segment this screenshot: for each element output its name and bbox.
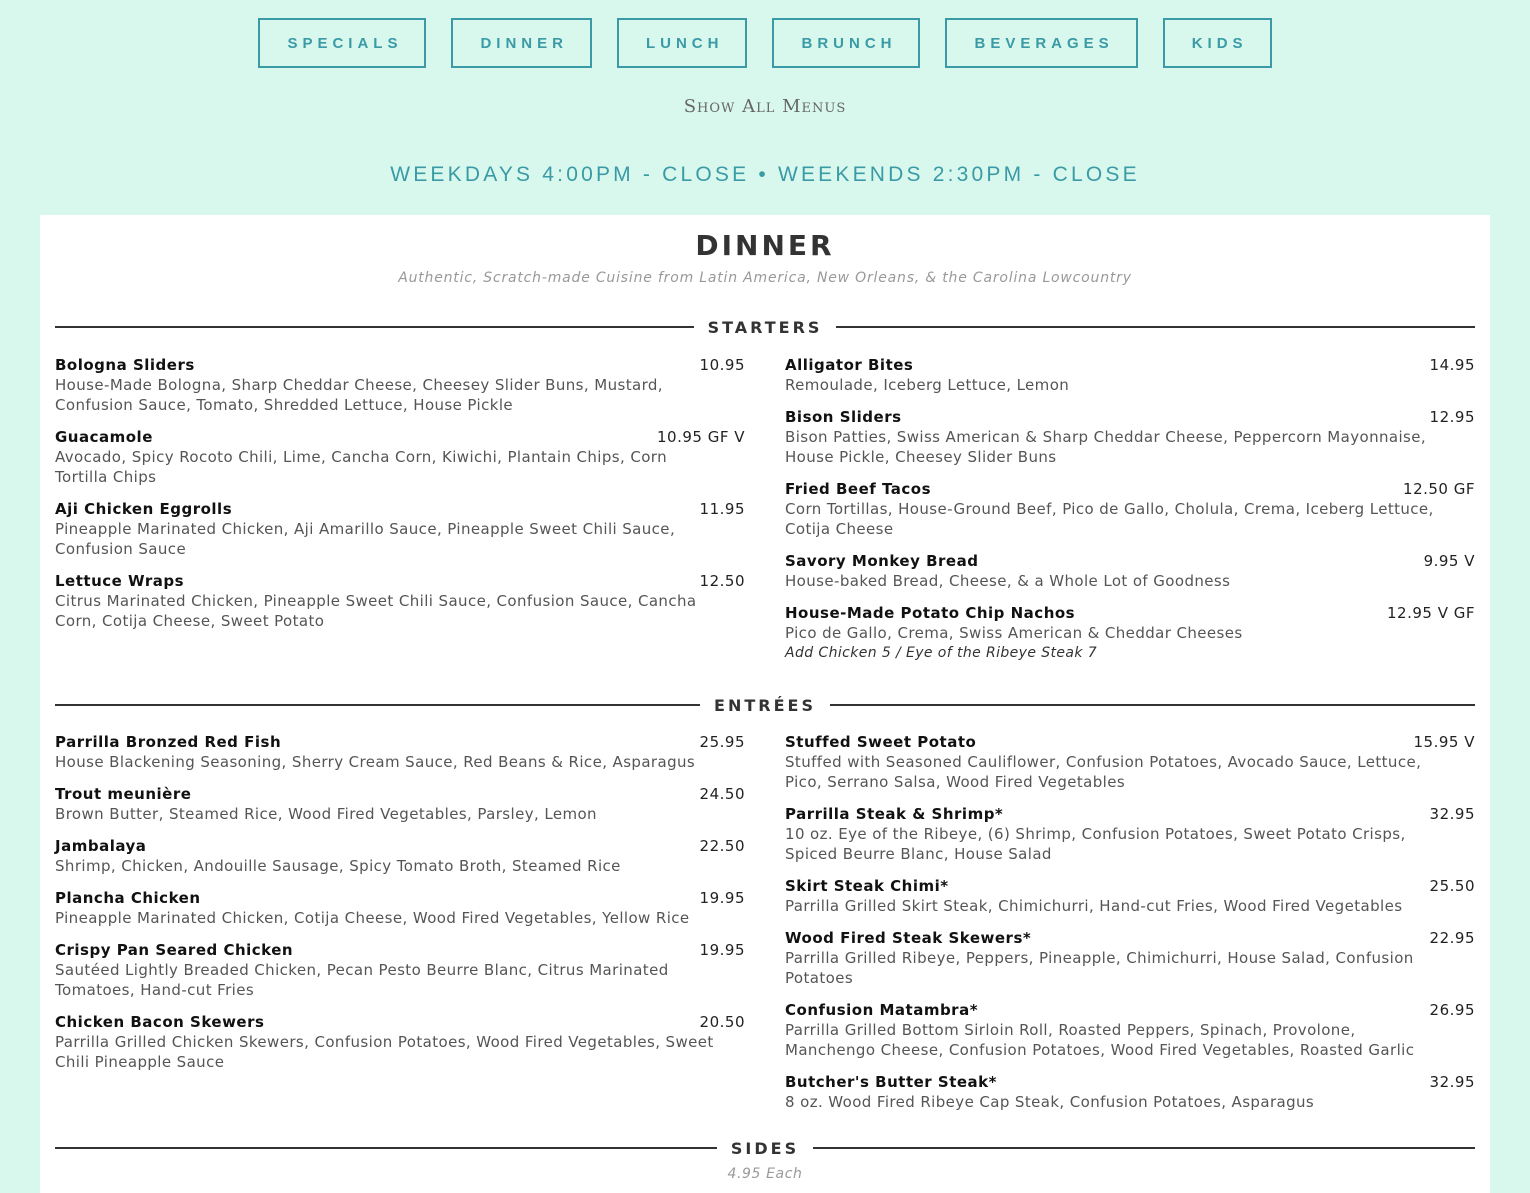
- menu-item-price: 24.50: [699, 785, 745, 803]
- menu-item-description: House-baked Bread, Cheese, & a Whole Lot of Goodness: [785, 572, 1231, 590]
- menu-item: [785, 551, 1475, 591]
- menu-item-price: 11.95: [699, 500, 745, 518]
- menu-item: [785, 928, 1475, 988]
- menu-item-description: Parrilla Grilled Skirt Steak, Chimichurri, Hand-cut Fries, Wood Fired Vegetables: [785, 897, 1403, 915]
- menu-item: [785, 355, 1475, 395]
- menu-item-header: [785, 603, 1475, 623]
- nav-button-lunch[interactable]: LUNCH: [617, 18, 748, 68]
- menu-item-description: 8 oz. Wood Fired Ribeye Cap Steak, Confusion Potatoes, Asparagus: [785, 1093, 1315, 1111]
- menu-item-name: Chicken Bacon Skewers: [55, 1013, 265, 1031]
- menu-item-header: [55, 784, 745, 804]
- menu-item-header: [785, 876, 1475, 896]
- section-header-entrees: [55, 695, 1475, 715]
- menu-item: [785, 1072, 1475, 1112]
- divider-line: [830, 704, 1475, 706]
- menu-item: [785, 479, 1475, 539]
- menu-item-header: [785, 407, 1475, 427]
- menu-item-price: 10.95: [699, 356, 745, 374]
- menu-item: [55, 571, 745, 631]
- menu-item-header: [785, 1000, 1475, 1020]
- menu-item-price: 32.95: [1429, 1073, 1475, 1091]
- menu-item-price: 10.95 GF V: [657, 428, 745, 446]
- menu-item-name: Jambalaya: [55, 837, 147, 855]
- menu-item: [55, 888, 745, 928]
- menu-item-description: House Blackening Seasoning, Sherry Cream Sauce, Red Beans & Rice, Asparagus: [55, 753, 696, 771]
- menu-item-description: Remoulade, Iceberg Lettuce, Lemon: [785, 376, 1070, 394]
- menu-item-price: 12.95 V GF: [1387, 604, 1475, 622]
- menu-item: [785, 876, 1475, 916]
- section-header-sides: [55, 1138, 1475, 1158]
- menu-item-header: [785, 804, 1475, 824]
- menu-item-price: 19.95: [699, 941, 745, 959]
- menu-item-name: Trout meunière: [55, 785, 192, 803]
- menu-item: [785, 804, 1475, 864]
- menu-item-header: [785, 732, 1475, 752]
- hours-banner: WEEKDAYS 4:00PM - CLOSE • WEEKENDS 2:30PM - CLOSE: [390, 163, 1140, 186]
- menu-item-description: Shrimp, Chicken, Andouille Sausage, Spicy Tomato Broth, Steamed Rice: [55, 857, 621, 875]
- nav-button-kids[interactable]: KIDS: [1163, 18, 1272, 68]
- menu-item-price: 32.95: [1429, 805, 1475, 823]
- menu-subtitle: Authentic, Scratch-made Cuisine from Latin America, New Orleans, & the Carolina Lowcountry: [398, 270, 1132, 286]
- menu-item-name: Parrilla Bronzed Red Fish: [55, 733, 282, 751]
- menu-item-description: Avocado, Spicy Rocoto Chili, Lime, Cancha Corn, Kiwichi, Plantain Chips, Corn Tortilla Chips: [55, 448, 667, 486]
- menu-item-description: Corn Tortillas, House-Ground Beef, Pico de Gallo, Cholula, Crema, Iceberg Lettuce, Cotija Cheese: [785, 500, 1434, 538]
- menu-item: [785, 603, 1475, 663]
- menu-item-name: Wood Fired Steak Skewers*: [785, 929, 1032, 947]
- nav-button-brunch[interactable]: BRUNCH: [772, 18, 920, 68]
- menu-panel: [40, 215, 1490, 1193]
- menu-item-header: [785, 479, 1475, 499]
- menu-item-name: Guacamole: [55, 428, 153, 446]
- menu-item-description: House-Made Bologna, Sharp Cheddar Cheese, Cheesey Slider Buns, Mustard, Confusion Sauce, Tomato, Shredded Lettuce, House Pickle: [55, 376, 663, 414]
- menu-item-description: Parrilla Grilled Ribeye, Peppers, Pineapple, Chimichurri, House Salad, Confusion Potatoes: [785, 949, 1414, 987]
- menu-item-description: Stuffed with Seasoned Cauliflower, Confusion Potatoes, Avocado Sauce, Lettuce, Pico, Serrano Salsa, Wood Fired Vegetables: [785, 753, 1422, 791]
- divider-line: [55, 704, 700, 706]
- menu-item-price: 22.95: [1429, 929, 1475, 947]
- menu-title: DINNER: [695, 229, 835, 262]
- menu-item-price: 26.95: [1429, 1001, 1475, 1019]
- menu-item: [55, 732, 745, 772]
- menu-item-header: [785, 1072, 1475, 1092]
- menu-item-description: Parrilla Grilled Chicken Skewers, Confusion Potatoes, Wood Fired Vegetables, Sweet Chili Pineapple Sauce: [55, 1033, 714, 1071]
- menu-item-name: Bologna Sliders: [55, 356, 195, 374]
- menu-item-price: 12.50: [699, 572, 745, 590]
- menu-item: [55, 355, 745, 415]
- menu-item: [55, 499, 745, 559]
- menu-item-header: [55, 836, 745, 856]
- menu-item: [55, 784, 745, 824]
- menu-item-header: [785, 928, 1475, 948]
- menu-item-description: 10 oz. Eye of the Ribeye, (6) Shrimp, Confusion Potatoes, Sweet Potato Crisps, Spiced Beurre Blanc, House Salad: [785, 825, 1406, 863]
- menu-item-description: Bison Patties, Swiss American & Sharp Cheddar Cheese, Peppercorn Mayonnaise, House Pickle, Cheesey Slider Buns: [785, 428, 1427, 466]
- menu-item: [55, 836, 745, 876]
- menu-item-addon-note: Add Chicken 5 / Eye of the Ribeye Steak 7: [785, 645, 1098, 661]
- nav-button-beverages[interactable]: BEVERAGES: [945, 18, 1137, 68]
- menu-item-name: Butcher's Butter Steak*: [785, 1073, 998, 1091]
- menu-item-price: 22.50: [699, 837, 745, 855]
- starters-right-column: [785, 355, 1475, 675]
- entrees-columns: [55, 732, 1475, 1124]
- starters-columns: [55, 355, 1475, 675]
- section-title: STARTERS: [707, 317, 823, 337]
- menu-item-header: [55, 499, 745, 519]
- menu-item-description: Brown Butter, Steamed Rice, Wood Fired Vegetables, Parsley, Lemon: [55, 805, 597, 823]
- menu-item-header: [55, 732, 745, 752]
- menu-nav: [0, 18, 1530, 68]
- menu-item-name: Savory Monkey Bread: [785, 552, 979, 570]
- menu-item-description: Pineapple Marinated Chicken, Aji Amarillo Sauce, Pineapple Sweet Chili Sauce, Confusion Sauce: [55, 520, 676, 558]
- menu-item: [785, 1000, 1475, 1060]
- menu-item: [55, 940, 745, 1000]
- menu-item-name: House-Made Potato Chip Nachos: [785, 604, 1076, 622]
- menu-item-name: Aji Chicken Eggrolls: [55, 500, 233, 518]
- menu-item: [785, 407, 1475, 467]
- menu-item-price: 14.95: [1429, 356, 1475, 374]
- starters-left-column: [55, 355, 745, 675]
- menu-item-description: Citrus Marinated Chicken, Pineapple Sweet Chili Sauce, Confusion Sauce, Cancha Corn, Cotija Cheese, Sweet Potato: [55, 592, 697, 630]
- menu-item-header: [785, 355, 1475, 375]
- menu-item-header: [55, 888, 745, 908]
- menu-item-name: Fried Beef Tacos: [785, 480, 932, 498]
- menu-item-price: 12.50 GF: [1403, 480, 1475, 498]
- menu-item-price: 25.95: [699, 733, 745, 751]
- menu-item-description: Parrilla Grilled Bottom Sirloin Roll, Roasted Peppers, Spinach, Provolone, Manchengo Cheese, Confusion Potatoes, Wood Fired Vegetables, Roasted Garlic: [785, 1021, 1415, 1059]
- menu-item-price: 9.95 V: [1423, 552, 1475, 570]
- show-all-menus-link[interactable]: Show All Menus: [683, 96, 847, 117]
- menu-item-name: Lettuce Wraps: [55, 572, 185, 590]
- menu-item-price: 25.50: [1429, 877, 1475, 895]
- section-title: SIDES: [730, 1138, 800, 1158]
- menu-item: [785, 732, 1475, 792]
- entrees-right-column: [785, 732, 1475, 1124]
- menu-item-name: Stuffed Sweet Potato: [785, 733, 977, 751]
- menu-item-price: 12.95: [1429, 408, 1475, 426]
- divider-line: [55, 326, 694, 328]
- nav-button-specials[interactable]: SPECIALS: [258, 18, 426, 68]
- menu-item-price: 19.95: [699, 889, 745, 907]
- menu-item-name: Skirt Steak Chimi*: [785, 877, 949, 895]
- menu-item: [55, 427, 745, 487]
- menu-item-header: [55, 940, 745, 960]
- menu-item-header: [55, 427, 745, 447]
- nav-button-dinner[interactable]: DINNER: [451, 18, 592, 68]
- menu-item-name: Alligator Bites: [785, 356, 914, 374]
- menu-item-name: Crispy Pan Seared Chicken: [55, 941, 294, 959]
- menu-item-header: [55, 571, 745, 591]
- entrees-left-column: [55, 732, 745, 1124]
- menu-item-header: [785, 551, 1475, 571]
- menu-item-name: Bison Sliders: [785, 408, 902, 426]
- menu-item-name: Confusion Matambra*: [785, 1001, 979, 1019]
- menu-item-header: [55, 1012, 745, 1032]
- divider-line: [55, 1147, 717, 1149]
- menu-item-header: [55, 355, 745, 375]
- menu-item: [55, 1012, 745, 1072]
- menu-item-description: Pineapple Marinated Chicken, Cotija Cheese, Wood Fired Vegetables, Yellow Rice: [55, 909, 690, 927]
- menu-item-description: Pico de Gallo, Crema, Swiss American & Cheddar Cheeses: [785, 624, 1243, 642]
- section-header-starters: [55, 317, 1475, 337]
- divider-line: [813, 1147, 1475, 1149]
- divider-line: [836, 326, 1475, 328]
- menu-item-name: Parrilla Steak & Shrimp*: [785, 805, 1004, 823]
- menu-item-name: Plancha Chicken: [55, 889, 201, 907]
- sides-price-note: 4.95 Each: [727, 1166, 803, 1182]
- section-title: ENTRÉES: [714, 695, 816, 715]
- menu-item-description: Sautéed Lightly Breaded Chicken, Pecan Pesto Beurre Blanc, Citrus Marinated Tomatoes, Hand-cut Fries: [55, 961, 669, 999]
- menu-item-price: 20.50: [699, 1013, 745, 1031]
- menu-item-price: 15.95 V: [1413, 733, 1475, 751]
